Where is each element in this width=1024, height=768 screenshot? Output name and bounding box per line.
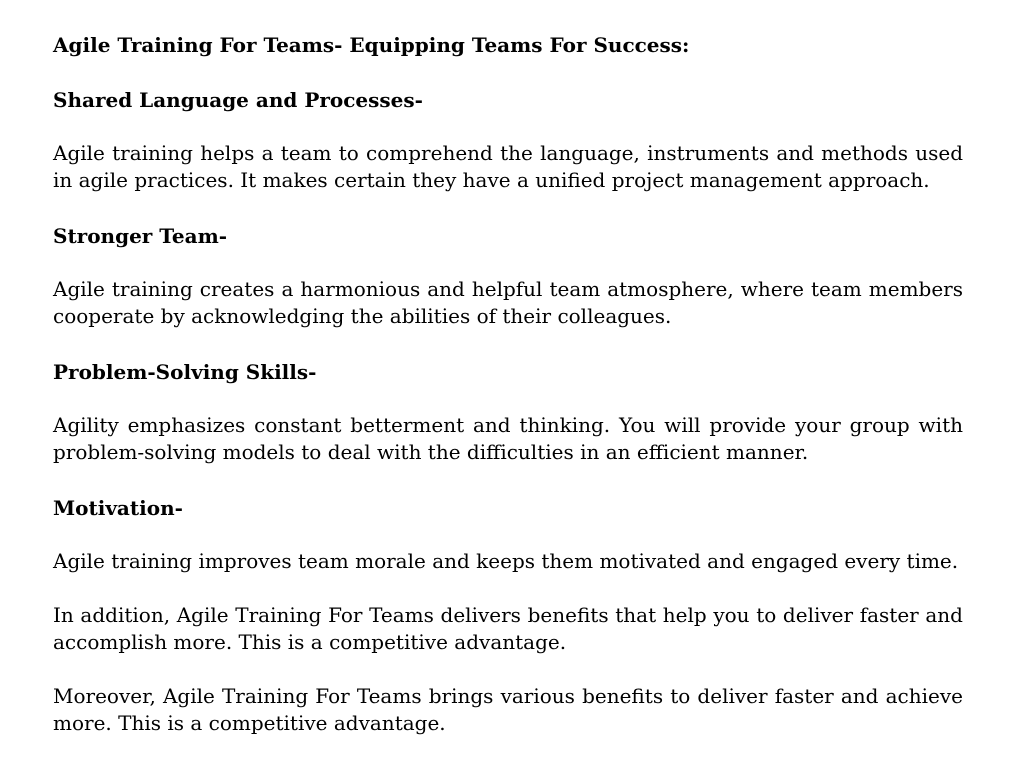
section-body-stronger-team: Agile training creates a harmonious and helpful team atmosphere, where team members cooperate by acknowledging the abilities of their colleagues. bbox=[53, 277, 963, 328]
document-title: Agile Training For Teams- Equipping Teams For Success: bbox=[53, 33, 690, 57]
section-body-shared-language: Agile training helps a team to comprehend the language, instruments and methods used in agile practices. It makes certain they have a unified project management approach. bbox=[53, 141, 963, 192]
closing-paragraph-moreover: Moreover, Agile Training For Teams brings various benefits to deliver faster and achieve more. This is a competitive advantage. bbox=[53, 684, 963, 735]
section-heading-motivation: Motivation- bbox=[53, 496, 183, 520]
document-page bbox=[53, 30, 963, 737]
section-body-motivation: Agile training improves team morale and keeps them motivated and engaged every time. bbox=[53, 549, 959, 573]
section-heading-problem-solving: Problem-Solving Skills- bbox=[53, 360, 317, 384]
section-heading-shared-language: Shared Language and Processes- bbox=[53, 88, 423, 112]
section-body-problem-solving: Agility emphasizes constant betterment and thinking. You will provide your group with problem-solving models to deal with the difficulties in an efficient manner. bbox=[53, 413, 963, 464]
closing-paragraph-addition: In addition, Agile Training For Teams delivers benefits that help you to deliver faster and accomplish more. This is a competitive advantage. bbox=[53, 603, 963, 654]
section-heading-stronger-team: Stronger Team- bbox=[53, 224, 228, 248]
